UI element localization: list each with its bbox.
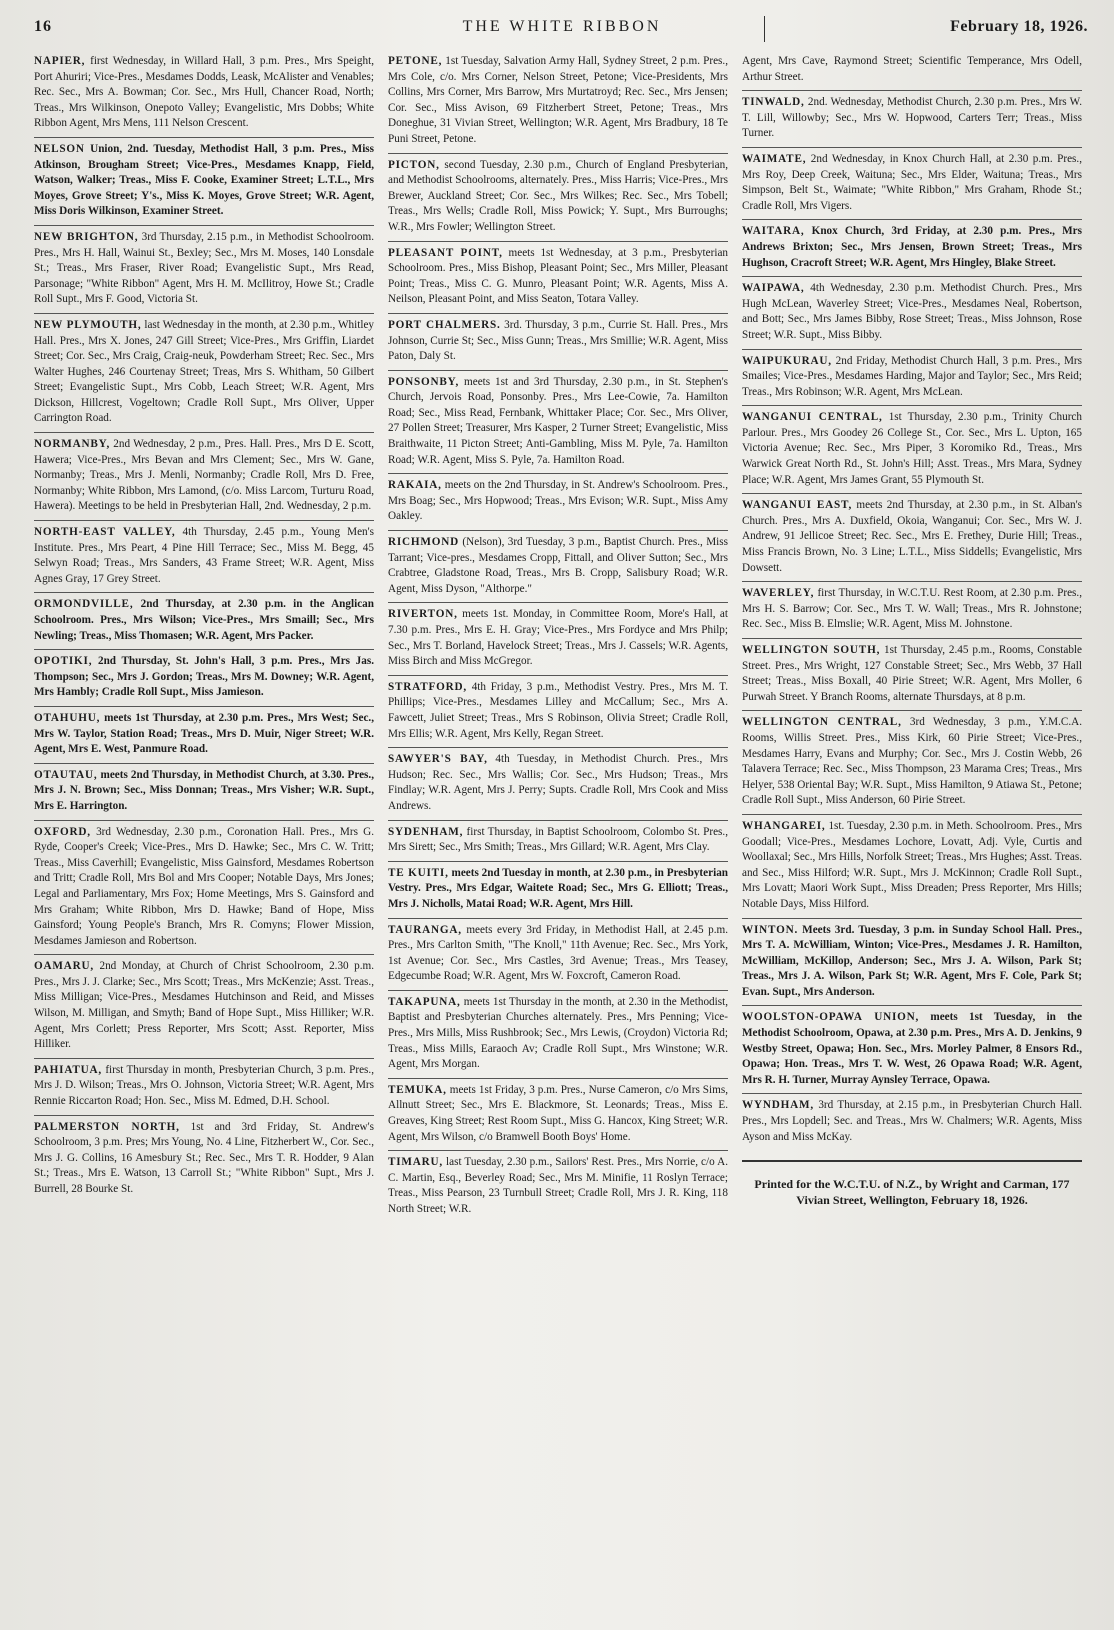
union-name: OTAUTAU, [34,768,98,781]
union-name: WHANGAREI, [742,819,826,832]
union-details: last Wednesday in the month, at 2.30 p.m., Whitley Hall. Pres., Mrs X. Jones, 247 Gill Street; Vice-Pres., Mrs Griffin, Liardet Street; Cor. Sec., Mrs Craig, Craig-neuk, Powderham Street; Rec. Sec., Mrs Walter Hughes, 246 Courtenay Street; Treas, Mrs S. Whitham, 50 Gilbert Street; Evangelistic Supt., Mrs Cobb, Leach Street; W.R. Agent, Mrs Dickson, Hillcrest, Vogeltown; Cradle Roll Supt., Mrs Oliver, Upper Carrington Road. [34,318,374,425]
union-details: meets 2nd Thursday, in Methodist Church, at 3.30. Pres., Mrs J. N. Brown; Sec., Miss Donnan; Treas., Mrs Visher; W.R. Supt., Mrs E. Harrington. [34,768,374,812]
union-name: OXFORD, [34,825,91,838]
union-details: 1st. Tuesday, 2.30 p.m. in Meth. Schoolroom. Pres., Mrs Goodall; Vice-Pres., Mesdames Lochore, Lovatt, Adj. Vyle, Curtis and Woollaxal; Sec., Mrs Hills, Norfolk Street; Treas., Mrs Hughes; Asst. Treas. and Sec., Miss Hilford; W.R. Supt., Mrs J. McKinnon; Cradle Roll Supt., Mrs Lovatt; Maori Work Supt., Miss Dreaden; Press Reporter, Mrs Hills; Notable Days, Miss Hilford. [742,819,1082,910]
union-details: first Thursday, in Baptist Schoolroom, Colombo St. Pres., Mrs Sirett; Sec., Mrs Smith; Treas., Mrs Gillard; W.R. Agent, Mrs Clay. [388,825,728,854]
union-details: 1st Thursday, 2.45 p.m., Rooms, Constable Street. Pres., Mrs Wright, 127 Constable Street; Sec., Mrs Webb, 37 Hall Street; Treas., Miss Boxall, 40 Pirie Street; W.R. Agent, Mrs Moller, 6 Purwah Street. Y Branch Rooms, alternate Thursdays, at 8 p.m. [742,644,1082,703]
union-name: NEW PLYMOUTH, [34,318,142,331]
union-details: second Tuesday, 2.30 p.m., Church of England Presbyterian, and Methodist Schoolrooms, alternately. Pres., Miss Harris; Vice-Pres., Mrs Brewer, Auckland Street; Cor. Sec., Mrs Wilkes; Rec. Sec., Mrs Tobell; Treas., Mrs Wells; Cradle Roll, Miss Powick; Y. Supt., Mrs Burroughs; W.R., Mrs Fowler; Wellington Street. [388,158,728,233]
union-name: PETONE, [388,55,443,67]
union-entry [742,1094,1082,1150]
union-name: OPOTIKI, [34,655,93,668]
union-details: 1st and 3rd Friday, St. Andrew's Schoolroom, 3 p.m. Pres; Mrs Young, No. 4 Line, Fitzherbert W., Cor. Sec., Mrs J. G. Collins, 16 Amesbury St.; Rec. Sec., Mrs T. R. Hodder, 9 Alan St.; Treas., Mrs E. Watson, 13 Carroll St.; "White Ribbon" Supt., Mrs J. Burrell, 28 Bourke St. [34,1120,374,1195]
column-1 [34,50,374,1620]
union-details: 3rd Thursday, 2.15 p.m., in Methodist Schoolroom. Pres., Mrs H. Hall, Wainui St., Bexley; Sec., Mrs M. Moses, 140 Lonsdale St.; Treas., Mrs Fraser, River Road; Evangelistic Supt., Mrs Read, Parsonage; "White Ribbon" Agent, Mrs H. M. McIlitroy, Howe St.; Cradle Roll Supt., Mrs F. Good, Victoria St. [34,230,374,306]
union-details: Meets 3rd. Tuesday, 3 p.m. in Sunday School Hall. Pres., Mrs T. A. McWilliam, Winton; Vice-Pres., Mesdames J. R. Hamilton, McWilliam, McKillop, Anderson; Sec., Mrs J. A. Wilson, Park St; Treas., Mrs J. A. Wilson, Park St; W.R. Agent, Mrs F. Cole, Park St; Evan. Supt., Mrs Anderson. [742,923,1082,998]
union-entry [742,494,1082,582]
union-name: WAITARA, [742,225,805,238]
union-details: 1st Tuesday, Salvation Army Hall, Sydney Street, 2 p.m. Pres., Mrs Cole, c/o. Mrs Corner, Nelson Street, Petone; Vice-Presidents, Mrs Collins, Mrs Corner, Mrs Barrow, Mrs Murtatroyd; Rec. Sec., Mrs Jensen; Cor. Sec., Miss Avison, 69 Fitzherbert Street, Petone; Treas., Mrs Doneghue, 31 Vivian Street, Wellington; W.R. Agent, Mrs Bradbury, 18 Te Puni Street, Petone. [388,55,728,145]
union-entry [742,350,1082,407]
union-details: meets every 3rd Friday, in Methodist Hall, at 2.45 p.m. Pres., Mrs Carlton Smith, "The Knoll," 11th Avenue; Rec. Sec., Mrs York, 1st Avenue; Cor. Sec., Mrs Castles, 3rd Avenue; Treas., Mrs Teasey, Edgecumbe Road; W.R. Agent, Mrs W. Foxcroft, Cameron Road. [388,923,728,983]
union-name: TE KUITI, [388,866,449,879]
union-name: RICHMOND [388,536,460,549]
union-details: 2nd Thursday, St. John's Hall, 3 p.m. Pres., Mrs Jas. Thompson; Sec., Mrs J. Gordon; Treas., Mrs M. Downey; W.R. Agent, Mrs Hambly; Cradle Roll Supt., Miss Jamieson. [34,655,374,699]
directory-columns [34,50,1090,1620]
union-details: Union, 2nd. Tuesday, Methodist Hall, 3 p.m. Pres., Miss Atkinson, Brougham Street; Vice-Pres., Mesdames Knapp, Field, Watson, Walker; Treas., Miss F. Cooke, Examiner Street; L.T.L., Mrs Moyes, Grove Street; Y's., Miss K. Moyes, Grove Street; W.R. Agent, Miss Doris Wilkinson, Examiner Street. [34,142,374,218]
union-details: (Nelson), 3rd Tuesday, 3 p.m., Baptist Church. Pres., Miss Tarrant; Vice-pres., Mesdames Cropp, Fittall, and Oliver Sutton; Sec., Mrs Crabtree, Gladstone Road, Treas., Mrs B. Cropp, Salisbury Road; W.R. Agent, Miss Dyson, "Althorpe." [388,536,728,595]
printer-imprint: Printed for the W.C.T.U. of N.Z., by Wright and Carman, 177 Vivian Street, Wellington, February 18, 1926. [742,1160,1082,1208]
union-entry [388,531,728,603]
union-name: TINWALD, [742,96,805,109]
union-entry [388,242,728,314]
union-entry [34,138,374,226]
union-entry [742,639,1082,711]
union-details: last Tuesday, 2.30 p.m., Sailors' Rest. Pres., Mrs Norrie, c/o A. C. Martin, Esq., Beverley Road; Sec., Mrs M. Minifie, 11 Roslyn Terrace; Treas., Miss Pearson, 23 Turnbull Street; Cradle Roll, Mrs J. R. King, 118 North Street; W.R. [388,1156,728,1215]
union-entry [388,50,728,154]
union-entry [34,707,374,764]
union-entry [388,314,728,371]
union-name: WAVERLEY, [742,587,815,600]
union-entry [34,50,374,138]
union-name: OAMARU, [34,960,94,973]
union-entry [34,1059,374,1116]
union-name: PONSONBY, [388,375,460,388]
union-details: meets 1st Thursday, at 2.30 p.m. Pres., Mrs West; Sec., Mrs W. Taylor, Station Road; Treas., Mrs D. Muir, Niger Street; W.R. Agent, Mrs E. West, Panmure Road. [34,711,374,756]
union-entry [34,433,374,521]
union-entry [34,650,374,707]
union-entry [742,148,1082,220]
union-name: WAIPAWA, [742,282,805,295]
union-name: TIMARU, [388,1156,444,1169]
union-entry [742,711,1082,815]
union-entry [742,406,1082,494]
union-name: STRATFORD, [388,680,467,693]
paper-title: THE WHITE RIBBON [462,18,662,35]
union-details: 3rd Wednesday, 3 p.m., Y.M.C.A. Rooms, Willis Street. Pres., Miss Kirk, 60 Pirie Street; Vice-Pres., Mesdames Harry, Evans and Murphy; Cor. Sec., Mrs J. Costin Webb, 26 Talavera Terrace; Rec. Sec., Miss Thompson, 23 Marama Cres; Treas., Mrs Helyer, 538 Oriental Bay; W.R. Supt., Miss Hamilton, 9 Atiawa St., Petone; Cradle Roll Supt., Miss Anderson, 60 Pirie Street. [742,716,1082,807]
union-name: WELLINGTON SOUTH, [742,644,881,656]
union-details: 2nd Wednesday, in Knox Church Hall, at 2.30 p.m. Pres., Mrs Roy, Deep Creek, Waituna; Sec., Mrs Elder, Waituna; Treas., Mrs Simpson, Belt St., Waimate; "White Ribbon," Mrs Graham, Rhode St.; Cradle Roll, Mrs Vigers. [742,152,1082,212]
union-details: meets 1st and 3rd Thursday, 2.30 p.m., in St. Stephen's Church, Jervois Road, Ponsonby. Pres., Mrs Lee-Cowie, 7a. Hamilton Road; Sec., Miss Read, Fernbank, Whittaker Place; Cor. Sec., Mrs Oliver, 27 Pollen Street; Treasurer, Mrs Kasper, 2 Turner Street; Evangelistic, Miss Braithwaite, 11 Picton Street; Anti-Gambling, Miss M. Pyle, 7a. Hamilton Road; W.R. Agent, Miss S. Pyle, 7a. Hamilton Road. [388,375,728,466]
column-3-entries [742,50,1082,1150]
union-name: PALMERSTON NORTH, [34,1120,180,1133]
union-details: 3rd Wednesday, 2.30 p.m., Coronation Hall. Pres., Mrs G. Ryde, Cooper's Creek; Vice-Pres., Mrs D. Hawke; Sec., Mrs C. W. Tritt; Treas., Miss Caverhill; Evangelistic, Miss Gainsford, Mesdames Robertson and Tritt; Cradle Roll, Mrs Bol and Mrs Cooper; Notable Days, Mrs Jones; Legal and Parliamentary, Mrs Fox; Home Meetings, Mrs S. Gainsford and Mrs Graham; White Ribbon, Mrs D. Hawke; Band of Hope, Miss Gainsford; Young People's Branch, Mrs R. Comyns; Flower Mission, Mesdames Jamieson and Robertson. [34,825,374,947]
page-header [34,8,1090,50]
union-name: PLEASANT POINT, [388,246,503,259]
union-details: meets 2nd Tuesday in month, at 2.30 p.m., in Presbyterian Vestry. Pres., Mrs Edgar, Waitete Road; Sec., Mrs G. Elliott; Treas., Mrs J. Nicholls, Matai Road; W.R. Agent, Mrs Hill. [388,866,728,910]
union-entry [388,862,728,919]
union-details: 4th Tuesday, in Methodist Church. Pres., Mrs Hudson; Rec. Sec., Mrs Wallis; Cor. Sec., Mrs Hudson; Treas., Mrs Findlay; W.R. Agent, Mrs J. Perry; Supts. Cradle Roll, Mrs Cook and Miss Andrews. [388,753,728,812]
union-details: 2nd Thursday, at 2.30 p.m. in the Anglican Schoolroom. Pres., Mrs Wilson; Vice-Pres., Mrs Smaill; Sec., Mrs Newling; Treas., Miss Thomasen; W.R. Agent, Mrs Packer. [34,598,374,642]
union-entry [388,676,728,748]
union-name: SYDENHAM, [388,825,464,838]
union-entry [388,1151,728,1222]
union-name: RAKAIA, [388,479,442,492]
union-name: PORT CHALMERS. [388,318,501,331]
union-entry [742,220,1082,277]
union-entry [388,821,728,862]
union-details: 2nd. Wednesday, Methodist Church, 2.30 p.m. Pres., Mrs W. T. Lill, Willowby; Sec., Mrs W. Hopwood, Carters Terr; Treas., Miss Turner. [742,96,1082,140]
union-name: WAIMATE, [742,152,807,165]
union-entry [34,521,374,593]
column-3 [742,50,1082,1620]
union-name: NAPIER, [34,55,86,67]
union-details: 2nd Monday, at Church of Christ Schoolroom, 2.30 p.m. Pres., Mrs J. J. Clarke; Sec., Mrs Scott; Treas., Mrs McKenzie; Asst. Treas., Miss Milligan; Vice-Pres., Mesdames Hutchinson and Reid, and Misses Wilson, M. Milligan, and Smyth; Band of Hope Supt., Miss Hilliker; W.R. Agent, Mrs Corlett; Press Reporter, Mrs Scott; Asst. Reporter, Miss Hilliker. [34,960,374,1051]
union-entry [388,919,728,991]
union-details: meets on the 2nd Thursday, in St. Andrew's Schoolroom. Pres., Mrs Boag; Sec., Mrs Hopwood; Treas., Mrs Evison; W.R. Supt., Miss Amy Oakley. [388,479,728,523]
union-entry [388,154,728,242]
header-divider [764,16,765,42]
union-details: meets 1st Wednesday, at 3 p.m., Presbyterian Schoolroom. Pres., Miss Bishop, Pleasant Point; Sec., Mrs Miller, Pleasant Point; Treas., Miss C. G. Munro, Pleasant Point; W.R. Agents, Miss A. Neilson, Pleasant Point, and Miss Seaton, Totara Valley. [388,246,728,306]
union-entry [388,991,728,1079]
column-2 [388,50,728,1620]
union-name: NORMANBY, [34,438,111,451]
union-details: first Wednesday, in Willard Hall, 3 p.m. Pres., Mrs Speight, Port Ahuriri; Vice-Pres., Mesdames Dodds, Leask, McAlister and Venables; Rec. Sec., Mrs A. Bowman; Cor. Sec., Mrs Hull, Chancer Road, North; Treas., Mrs Wilkinson, Onepoto Valley; Evangelistic, Mrs Dobbs; White Ribbon Agent, Mrs Mens, 111 Nelson Crescent. [34,55,374,130]
union-details: first Thursday in month, Presbyterian Church, 3 p.m. Pres., Mrs J. D. Wilson; Treas., Mrs O. Johnson, Victoria Street; W.R. Agent, Mrs Rennie Riccarton Road; Hon. Sec., Miss M. Edmed, D.H. School. [34,1063,374,1108]
union-entry [388,474,728,531]
union-entry [388,748,728,820]
union-entry [742,919,1082,1007]
union-details: meets 1st. Monday, in Committee Room, More's Hall, at 7.30 p.m. Pres., Mrs E. H. Gray; Vice-Pres., Mrs Fordyce and Mrs Philp; Sec., Mrs T. Borland, Havelock Street; Treas., Mrs J. Cassels; W.R. Agents, Miss Birch and Miss McGregor. [388,608,728,668]
union-entry [388,371,728,475]
union-details: first Thursday, in W.C.T.U. Rest Room, at 2.30 p.m. Pres., Mrs H. S. Barrow; Cor. Sec., Mrs T. W. Wall; Treas., Mrs R. Johnstone; Rec. Sec., Miss B. Elmslie; W.R. Agent, Miss M. Johnstone. [742,587,1082,631]
union-entry [742,815,1082,919]
union-name: WELLINGTON CENTRAL, [742,716,902,729]
union-details: 4th Friday, 3 p.m., Methodist Vestry. Pres., Mrs M. T. Phillips; Vice-Pres., Mesdames Lilley and McCallum; Sec., Mrs A. Fawcett, Juliet Street; Treas., Mrs S Robinson, Olivia Street; Cradle Roll, Mrs Ellis; W.R. Agent, Mrs Kelly, Regan Street. [388,680,728,740]
union-name: TEMUKA, [388,1083,447,1096]
union-details: 3rd. Thursday, 3 p.m., Currie St. Hall. Pres., Mrs Johnson, Currie St; Sec., Miss Gunn; Treas., Mrs Smillie; W.R. Agent, Miss Paton, Daly St. [388,318,728,363]
union-entry [34,955,374,1059]
union-entry [34,821,374,956]
union-details: 2nd Friday, Methodist Church Hall, 3 p.m. Pres., Mrs Smailes; Vice-Pres., Mesdames Harding, Major and Taylor; Sec., Mrs Reid; Treas., Mrs Robinson; W.R. Agent, Mrs McLean. [742,354,1082,398]
union-details: 3rd Thursday, at 2.15 p.m., in Presbyterian Church Hall. Pres., Mrs Lopdell; Sec. and Treas., Mrs W. Chalmers; W.R. Agents, Miss Ayson and Miss McKay. [742,1099,1082,1143]
union-details: Agent, Mrs Cave, Raymond Street; Scientific Temperance, Mrs Odell, Arthur Street. [742,55,1082,83]
union-name: OTAHUHU, [34,711,101,724]
union-details: 4th Thursday, 2.45 p.m., Young Men's Institute. Pres., Mrs Peart, 4 Pine Hill Terrace; Sec., Miss M. Begg, 45 Selwyn Road; Treas., Mrs Sanders, 43 Frame Street; W.R. Agent, Miss Agnes Gray, 17 Grey Street. [34,526,374,585]
union-name: NELSON [34,142,85,155]
union-name: WAIPUKURAU, [742,354,832,367]
union-name: RIVERTON, [388,608,458,621]
union-entry [34,1116,374,1203]
union-name: WYNDHAM, [742,1099,814,1112]
union-entry [388,1079,728,1151]
union-name: SAWYER'S BAY, [388,753,488,766]
union-name: PICTON, [388,158,440,171]
union-entry [34,764,374,821]
union-details: 2nd Wednesday, 2 p.m., Pres. Hall. Pres., Mrs D E. Scott, Hawera; Vice-Pres., Mrs Bevan and Mrs Clement; Sec., Mrs W. Gane, Normanby; Treas., Mrs J. Menli, Normanby; Cradle Roll, Mrs D. Free, Normanby; White Ribbon, Mrs Lamond, (c/o. Miss Larcom, Turturu Road, Hawera). Meetings to be held in Presbyterian Hall, 2nd. Wednesday, 2 p.m. [34,438,374,513]
union-name: NORTH-EAST VALLEY, [34,526,176,539]
union-name: WOOLSTON-OPAWA UNION, [742,1011,920,1024]
union-name: WANGANUI EAST, [742,499,853,512]
union-details: meets 1st Tuesday, in the Methodist Schoolroom, Opawa, at 2.30 p.m. Pres., Mrs A. D. Jenkins, 9 Westby Street, Opawa; Hon. Sec., Mrs. Morley Palmer, 8 Ensors Rd., Opawa; Hon. Treas., Mrs T. W. West, 26 Opawa Road; W.R. Agent, Mrs R. H. Turner, Murray Aynsley Terrace, Opawa. [742,1011,1082,1086]
union-entry [34,314,374,433]
union-details: 4th Wednesday, 2.30 p.m. Methodist Church. Pres., Mrs Hugh McLean, Waverley Street; Vice-Pres., Mesdames Neal, Robertson, and Bott; Sec., Mrs James Bibby, Rose Street; Treas., Miss Johnson, Rose Street; W.R. Supt., Miss Bibby. [742,282,1082,341]
union-name: TAKAPUNA, [388,995,461,1008]
union-name: TAURANGA, [388,923,462,936]
union-details: meets 2nd Thursday, at 2.30 p.m., in St. Alban's Church. Pres., Mrs A. Duxfield, Okoia, Wanganui; Cor. Sec., Mrs W. J. Andrew, 91 Jellicoe Street; Rec. Sec., Mrs E. Frethey, Durie Hill; Treas., Miss Francis Brown, No. 3 Line; L.T.L., Miss Siddells; Evangelistic, Mrs Dowsett. [742,499,1082,574]
issue-date: February 18, 1926. [950,18,1088,35]
union-details: meets 1st Thursday in the month, at 2.30 in the Methodist, Baptist and Presbyterian Churches alternately. Pres., Mrs Penning; Vice-Pres., Mrs Mills, Miss Rushbrook; Sec., Mrs Lewis, (Croydon) Victoria Rd; Treas., Miss Mills, Earaoch Av; Cradle Roll Supt., Mrs Winstone; W.R. Agent, Mrs Morgan. [388,995,728,1071]
page-number: 16 [34,18,52,35]
union-name: NEW BRIGHTON, [34,230,139,243]
union-entry [742,277,1082,349]
union-name: ORMONDVILLE, [34,598,134,611]
union-details: meets 1st Friday, 3 p.m. Pres., Nurse Cameron, c/o Mrs Sims, Allnutt Street; Sec., Mrs E. Blackmore, St. Leonards; Treas., Miss E. Greaves, King Street; Rest Room Supt., Miss G. Hancox, King Street; W.R. Agent, Mrs Wilson, c/o Bramwell Booth Boys' Home. [388,1083,728,1143]
union-name: WANGANUI CENTRAL, [742,411,883,424]
union-entry [742,1006,1082,1094]
union-entry [34,593,374,650]
union-entry [742,50,1082,91]
union-details: 1st Thursday, 2.30 p.m., Trinity Church Parlour. Pres., Mrs Goodey 26 College St., Cor. Sec., Mrs L. Upton, 165 Victoria Avenue; Rec. Sec., Mrs Piper, 3 Koromiko Rd., Treas., Mrs Warwick Great North Rd., St. John's Hill; Asst. Treas., Mrs Mara, Sydney Place; W.R. Agent, Mrs James Grant, 55 Plymouth St. [742,411,1082,486]
union-name: WINTON. [742,923,799,936]
union-details: Knox Church, 3rd Friday, at 2.30 p.m. Pres., Mrs Andrews Brixton; Sec., Mrs Jensen, Brown Street; Treas., Mrs Hughson, Cracroft Street; W.R. Agent, Mrs Hingley, Blake Street. [742,225,1082,269]
union-name: PAHIATUA, [34,1063,103,1076]
union-entry [388,603,728,675]
union-entry [34,226,374,314]
union-entry [742,91,1082,148]
union-entry [742,582,1082,639]
